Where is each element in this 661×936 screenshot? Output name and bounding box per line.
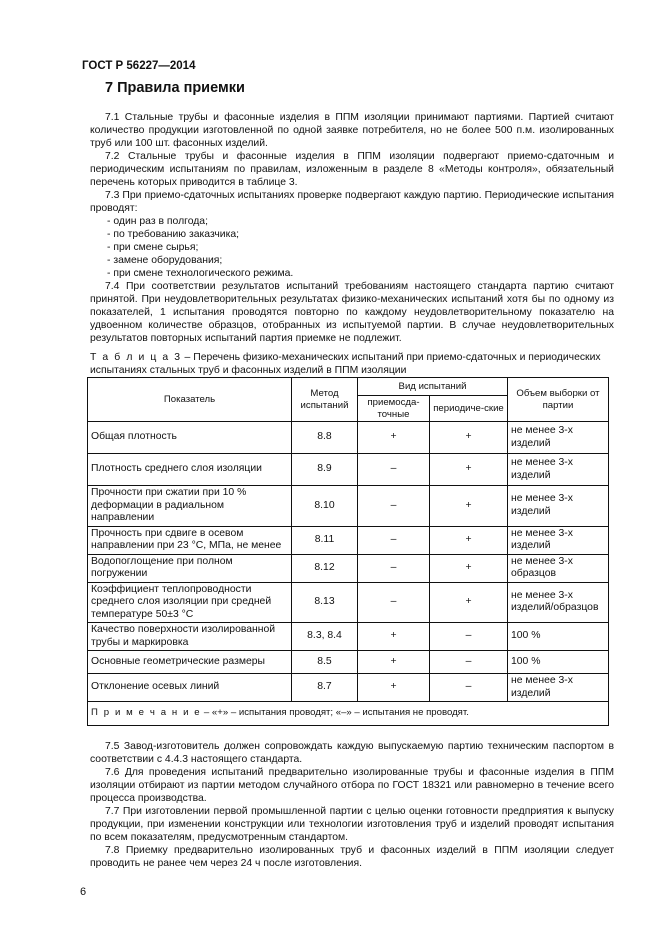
cell-method: 8.3, 8.4 — [292, 623, 358, 651]
list-item: - при смене технологического режима. — [107, 268, 294, 279]
cell-method: 8.5 — [292, 651, 358, 674]
cell-acceptance: – — [358, 486, 430, 527]
cell-sample: не менее 3-х изделий — [508, 674, 609, 702]
cell-indicator: Водопоглощение при полном погружении — [88, 554, 292, 582]
cell-periodic: – — [430, 623, 508, 651]
cell-indicator: Общая плотность — [88, 422, 292, 454]
table-row — [88, 674, 609, 702]
cell-method: 8.13 — [292, 582, 358, 623]
table-note-row — [88, 702, 609, 726]
cell-method: 8.11 — [292, 526, 358, 554]
cell-sample: не менее 3-х изделий — [508, 526, 609, 554]
cell-periodic: + — [430, 454, 508, 486]
table-caption-text: – Перечень физико-механических испытаний при приемо-сдаточных и периодических испытаниях стальных труб и фасонных изделий в ППМ изоляции — [90, 352, 601, 376]
table-caption — [90, 352, 614, 377]
cell-periodic: – — [430, 651, 508, 674]
list-item: - при смене сырья; — [107, 242, 199, 253]
table-caption-label: Т а б л и ц а 3 — [90, 352, 182, 363]
note-label: П р и м е ч а н и е — [91, 707, 202, 719]
header-periodic: периодиче-ские — [430, 396, 508, 422]
header-method: Метод испытаний — [292, 378, 358, 422]
cell-acceptance: + — [358, 651, 430, 674]
cell-acceptance: – — [358, 582, 430, 623]
cell-indicator: Прочность при сдвиге в осевом направлении при 23 °С, МПа, не менее — [88, 526, 292, 554]
cell-periodic: + — [430, 554, 508, 582]
cell-method: 8.12 — [292, 554, 358, 582]
cell-indicator: Отклонение осевых линий — [88, 674, 292, 702]
cell-indicator: Коэффициент теплопроводности среднего слоя изоляции при средней температуре 50±3 °С — [88, 582, 292, 623]
cell-method: 8.10 — [292, 486, 358, 527]
paragraph-7-2: 7.2 Стальные трубы и фасонные изделия в ППМ изоляции подвергают приемо-сдаточным и периодическим испытаниям по правилам, изложенным в разделе 8 «Методы контроля», обязательный перечень которых приводится в таблице 3. — [90, 151, 614, 188]
table-row — [88, 554, 609, 582]
cell-periodic: – — [430, 674, 508, 702]
cell-sample: не менее 3-х изделий — [508, 422, 609, 454]
paragraph-7-4: 7.4 При соответствии результатов испытаний требованиям настоящего стандарта партию считают принятой. При неудовлетворительных результатах физико-механических испытаний хотя бы по одному из показателей, 1 испытания проводятся повторно по каждому неудовлетворительному показателю на удвоенном количестве образцов, отобранных из испытуемой партии. В случае неудовлетворительных результатов повторных испытаний партия приемке не подлежит. — [90, 281, 614, 344]
cell-acceptance: + — [358, 674, 430, 702]
list-item: - замене оборудования; — [107, 255, 223, 266]
cell-acceptance: – — [358, 554, 430, 582]
cell-sample: не менее 3-х изделий/образцов — [508, 582, 609, 623]
cell-periodic: + — [430, 422, 508, 454]
list-item: - один раз в полгода; — [107, 216, 208, 227]
paragraph-7-1: 7.1 Стальные трубы и фасонные изделия в ППМ изоляции принимают партиями. Партией считают количество продукции изготовленной по одной заявке потребителя, но не более 500 п.м. изолированных труб или 100 шт. фасонных изделий. — [90, 112, 614, 149]
list-item: - по требованию заказчика; — [107, 229, 240, 240]
table-row — [88, 651, 609, 674]
page-number: 6 — [80, 886, 87, 898]
cell-indicator: Качество поверхности изолированной трубы и маркировка — [88, 623, 292, 651]
table-row — [88, 486, 609, 527]
header-indicator: Показатель — [88, 378, 292, 422]
cell-indicator: Плотность среднего слоя изоляции — [88, 454, 292, 486]
cell-sample: 100 % — [508, 651, 609, 674]
cell-indicator: Прочности при сжатии при 10 % деформации в радиальном направлении — [88, 486, 292, 527]
cell-periodic: + — [430, 486, 508, 527]
table-note — [88, 702, 609, 726]
paragraph-7-5: 7.5 Завод-изготовитель должен сопровождать каждую выпускаемую партию техническим паспортом в соответствии с 4.4.3 настоящего стандарта. — [90, 741, 614, 765]
table-row — [88, 582, 609, 623]
table-row — [88, 422, 609, 454]
table-row — [88, 526, 609, 554]
cell-method: 8.9 — [292, 454, 358, 486]
paragraph-7-6: 7.6 Для проведения испытаний предварительно изолированные трубы и фасонные изделия в ППМ изоляции отбирают из партии методом случайного отбора по ГОСТ 18321 или равномерно в течение всего процесса производства. — [90, 767, 614, 804]
cell-sample: не менее 3-х образцов — [508, 554, 609, 582]
cell-sample: не менее 3-х изделий — [508, 486, 609, 527]
cell-sample: не менее 3-х изделий — [508, 454, 609, 486]
cell-sample: 100 % — [508, 623, 609, 651]
periodic-test-list — [107, 215, 293, 280]
cell-acceptance: – — [358, 526, 430, 554]
section-title: 7 Правила приемки — [105, 80, 245, 96]
cell-acceptance: + — [358, 623, 430, 651]
paragraph-7-8: 7.8 Приемку предварительно изолированных труб и фасонных изделий в ППМ изоляции следует проводить не ранее чем через 24 ч после изготовления. — [90, 845, 614, 869]
tests-table — [87, 377, 609, 726]
cell-acceptance: – — [358, 454, 430, 486]
cell-acceptance: + — [358, 422, 430, 454]
note-text: – «+» – испытания проводят; «–» – испытания не проводят. — [201, 707, 469, 719]
cell-periodic: + — [430, 526, 508, 554]
cell-indicator: Основные геометрические размеры — [88, 651, 292, 674]
cell-periodic: + — [430, 582, 508, 623]
cell-method: 8.8 — [292, 422, 358, 454]
table-row — [88, 454, 609, 486]
table-row — [88, 623, 609, 651]
paragraph-7-7: 7.7 При изготовлении первой промышленной партии с целью оценки готовности предприятия к выпуску продукции, при изменении конструкции или технологии изготовления труб и изделий проводят испытания по всем показателям, предусмотренным стандартом. — [90, 806, 614, 843]
cell-method: 8.7 — [292, 674, 358, 702]
header-sample: Объем выборки от партии — [508, 378, 609, 422]
paragraph-7-3: 7.3 При приемо-сдаточных испытаниях проверке подвергают каждую партию. Периодические испытания проводят: — [90, 190, 614, 214]
header-test-type: Вид испытаний — [358, 378, 508, 396]
header-acceptance: приемосда-точные — [358, 396, 430, 422]
document-header: ГОСТ Р 56227—2014 — [82, 60, 196, 72]
